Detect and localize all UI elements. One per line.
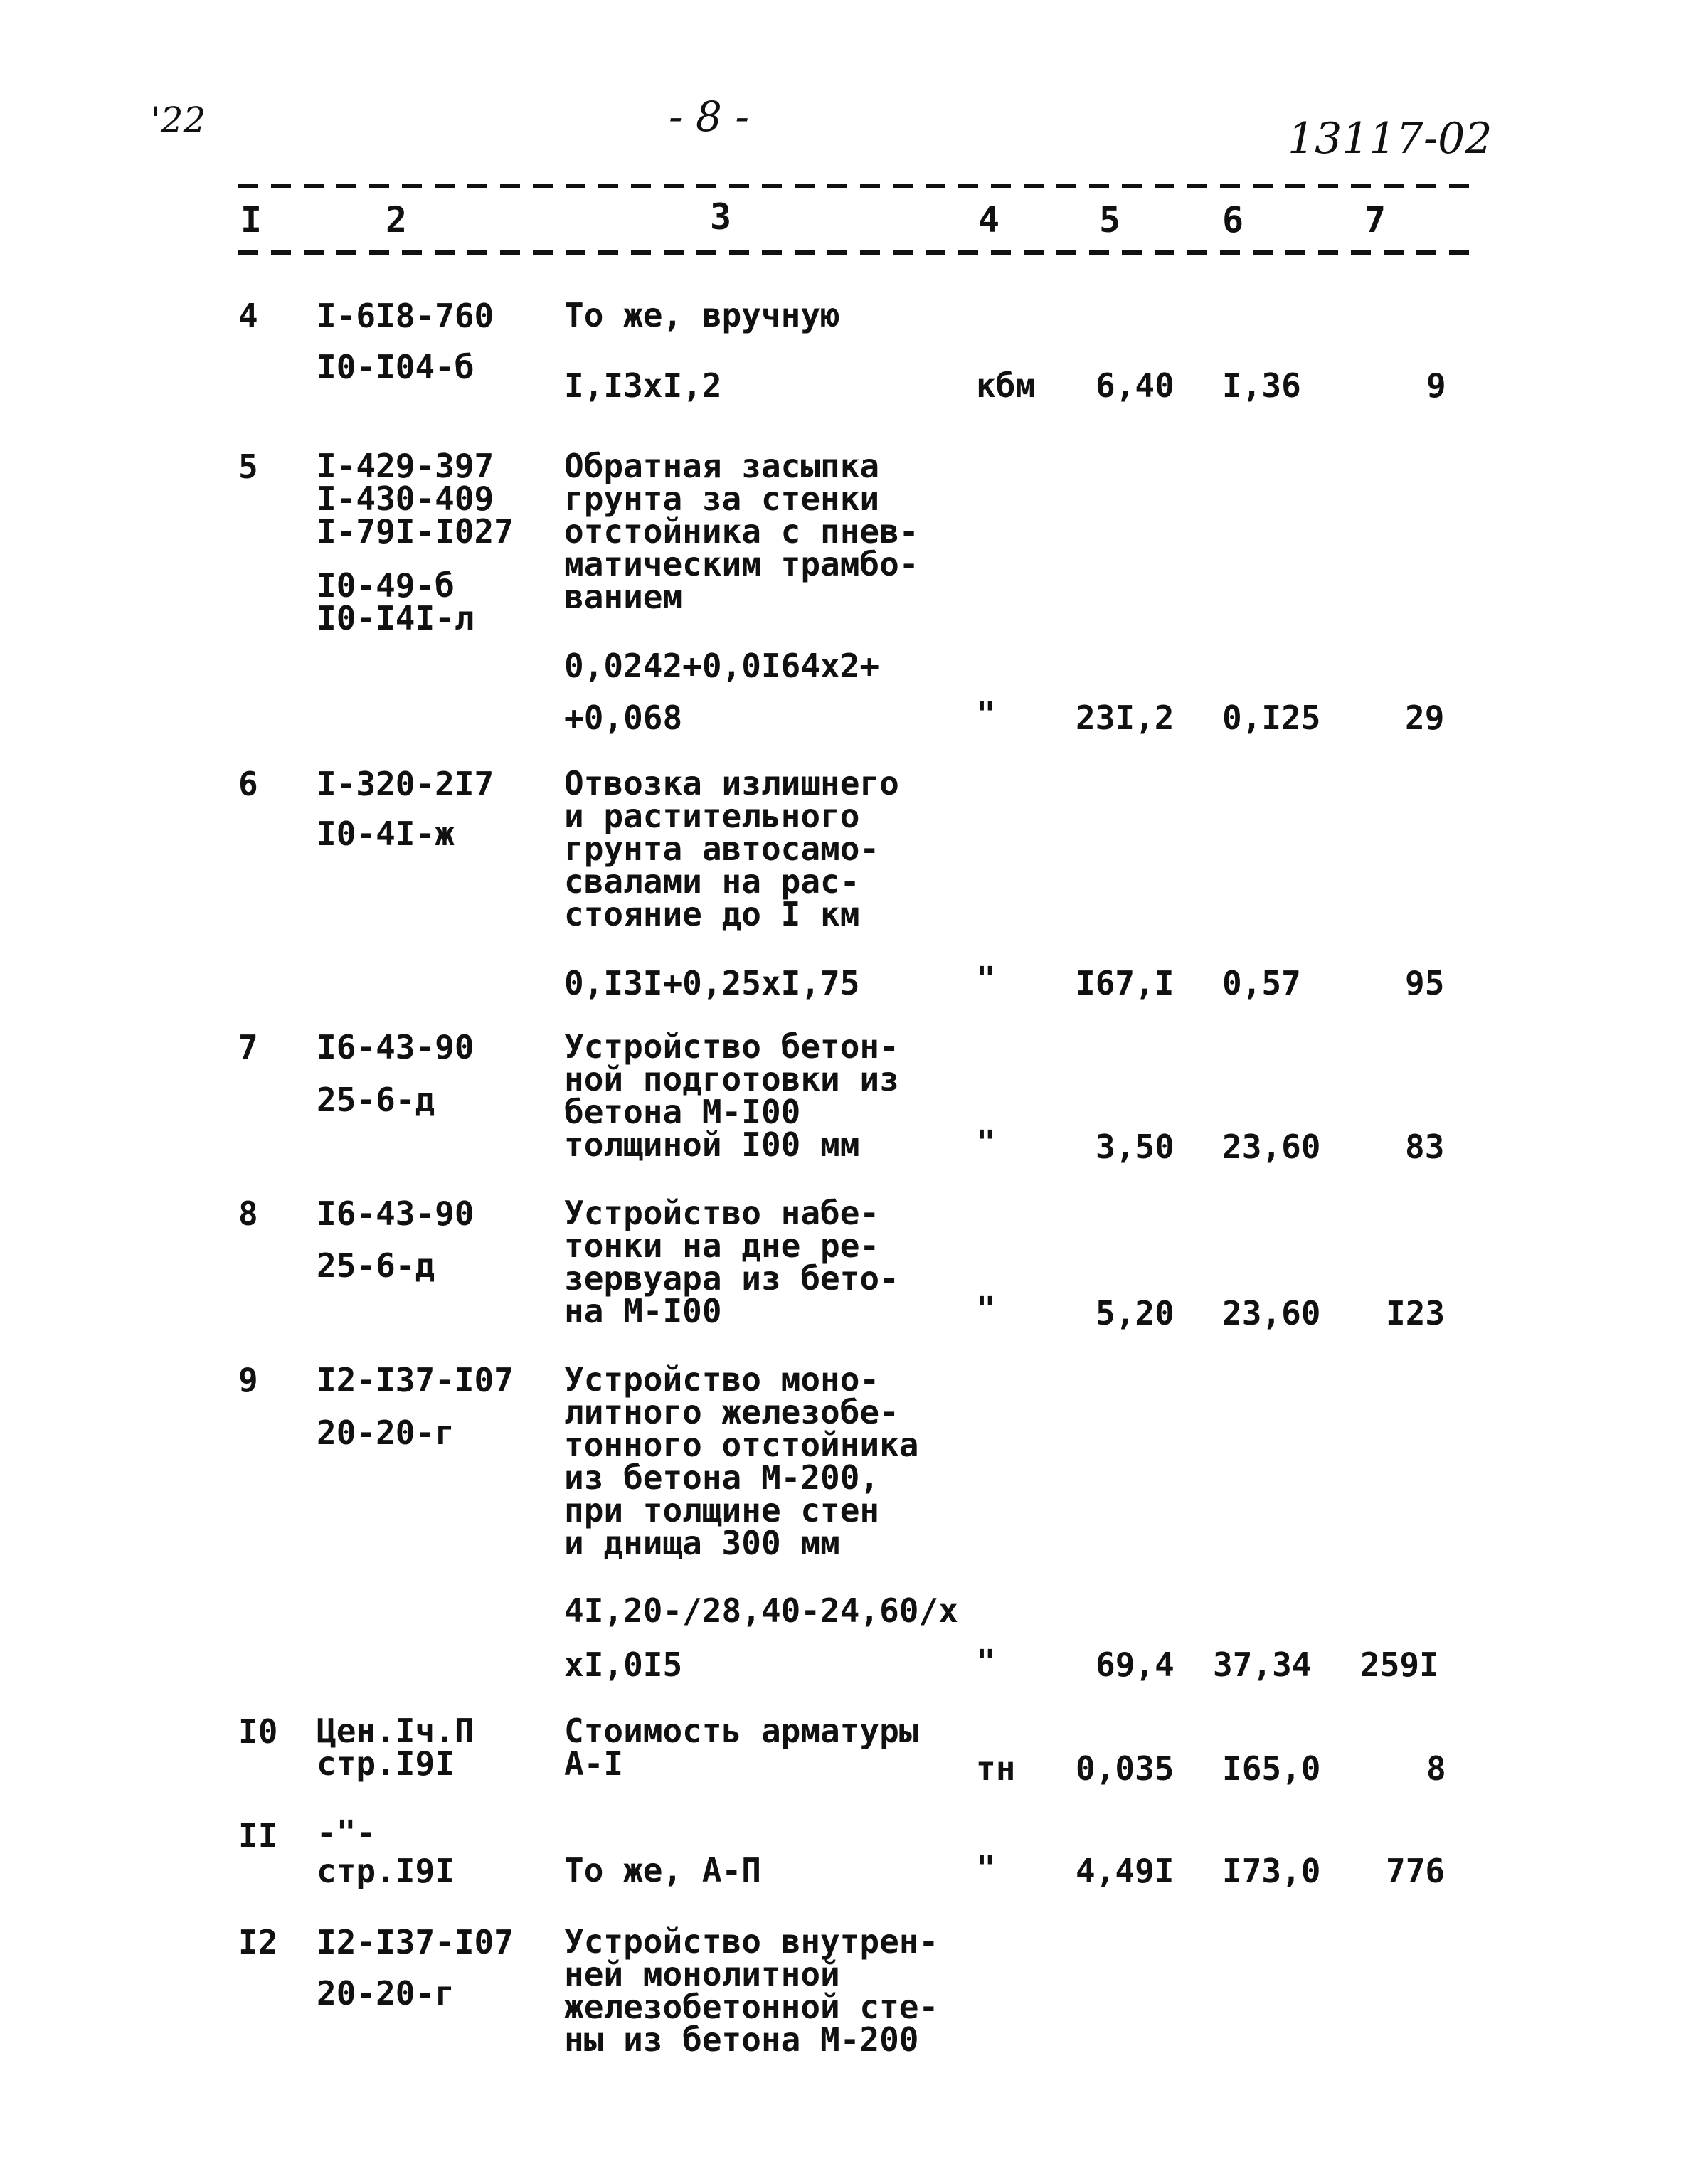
header-col-7: 7 — [1364, 199, 1386, 240]
price-code: I0-I04-б — [317, 348, 474, 386]
row-number: I2 — [238, 1923, 278, 1961]
price-code: 25-6-д — [317, 1246, 435, 1285]
total-cost: 259I — [1360, 1645, 1439, 1684]
work-description: Устройство моно- литного железобе- тонного отстойника из бетона М-200, при толщине стен и днища 300 мм — [564, 1360, 919, 1562]
unit-price: 0,I25 — [1222, 699, 1321, 737]
total-cost: 776 — [1386, 1852, 1446, 1890]
price-code: 25-6-д — [317, 1081, 435, 1119]
header-col-6: 6 — [1222, 199, 1244, 240]
row-number: 8 — [238, 1194, 258, 1233]
unit: " — [976, 1290, 996, 1328]
header-col-3: 3 — [710, 196, 732, 238]
quantity: 23I,2 — [1076, 699, 1174, 737]
price-code: I0-49-б — [317, 566, 455, 605]
unit-price: 0,57 — [1222, 964, 1301, 1002]
work-description: Устройство бетон- ной подготовки из бетона М-I00 толщиной I00 мм — [564, 1027, 899, 1164]
unit: " — [976, 1849, 996, 1887]
unit: тн — [976, 1749, 1016, 1788]
work-description: То же, А-П — [564, 1851, 761, 1889]
unit-price: 23,60 — [1222, 1128, 1321, 1166]
unit: кбм — [976, 366, 1036, 405]
header-col-1: I — [240, 199, 263, 240]
quantity: 6,40 — [1096, 366, 1174, 405]
total-cost: 83 — [1405, 1128, 1445, 1166]
norm-code: -"- — [317, 1813, 376, 1852]
unit: " — [976, 1123, 996, 1162]
total-cost: I23 — [1386, 1294, 1446, 1332]
norm-code: I6-43-90 — [317, 1028, 474, 1066]
corner-mark: '22 — [151, 100, 206, 141]
total-cost: 8 — [1426, 1749, 1446, 1788]
unit-price: 23,60 — [1222, 1294, 1321, 1332]
unit-price: I73,0 — [1222, 1852, 1321, 1890]
row-number: I0 — [238, 1712, 278, 1751]
header-col-4: 4 — [978, 199, 1000, 240]
unit-price: I,36 — [1222, 366, 1301, 405]
work-description: Обратная засыпка грунта за стенки отстойника с пнев- матическим трамбо- ванием — [564, 447, 919, 616]
price-code: стр.I9I — [317, 1852, 455, 1890]
volume-formula: 4I,20-/28,40-24,60/x — [564, 1591, 958, 1630]
work-description: То же, вручную — [564, 296, 840, 334]
volume-formula: I,I3xI,2 — [564, 366, 722, 405]
work-description: Стоимость арматуры А-I — [564, 1712, 919, 1783]
norm-code: I2-I37-I07 — [317, 1923, 514, 1961]
norm-code: Цен.Iч.П — [317, 1712, 474, 1750]
price-code: I0-4I-ж — [317, 815, 455, 853]
norm-code: I-429-397 — [317, 447, 494, 485]
price-code: 20-20-г — [317, 1414, 455, 1452]
norm-code: I-79I-I027 — [317, 512, 514, 551]
quantity: I67,I — [1076, 964, 1174, 1002]
unit: " — [976, 960, 996, 998]
norm-code: I2-I37-I07 — [317, 1361, 514, 1399]
work-description: Устройство внутрен- ней монолитной железобетонной сте- ны из бетона М-200 — [564, 1922, 939, 2059]
header-col-5: 5 — [1099, 199, 1121, 240]
quantity: 69,4 — [1096, 1645, 1174, 1684]
unit-price: 37,34 — [1213, 1645, 1312, 1684]
header-rule-bottom — [238, 250, 1480, 255]
price-code: стр.I9I — [317, 1744, 455, 1783]
quantity: 3,50 — [1096, 1128, 1174, 1166]
total-cost: 9 — [1426, 366, 1446, 405]
total-cost: 29 — [1405, 699, 1445, 737]
row-number: 7 — [238, 1028, 258, 1066]
header-col-2: 2 — [386, 199, 408, 240]
row-number: 4 — [238, 297, 258, 335]
quantity: 5,20 — [1096, 1294, 1174, 1332]
norm-code: I-6I8-760 — [317, 297, 494, 335]
unit-price: I65,0 — [1222, 1749, 1321, 1788]
row-number: 6 — [238, 765, 258, 803]
row-number: 5 — [238, 447, 258, 486]
price-code: 20-20-г — [317, 1974, 455, 2013]
volume-formula: +0,068 — [564, 699, 683, 737]
work-description: Устройство набе- тонки на дне ре- зервуара из бето- на М-I00 — [564, 1194, 899, 1330]
unit: " — [976, 695, 996, 733]
document-code: 13117-02 — [1288, 114, 1492, 164]
volume-formula: 0,I3I+0,25xI,75 — [564, 964, 860, 1002]
volume-formula: 0,0242+0,0I64x2+ — [564, 647, 880, 685]
header-rule-top — [238, 184, 1480, 188]
norm-code: I-320-2I7 — [317, 765, 494, 803]
total-cost: 95 — [1405, 964, 1445, 1002]
page-number: - 8 - — [669, 92, 749, 141]
norm-code: I6-43-90 — [317, 1194, 474, 1233]
quantity: 0,035 — [1076, 1749, 1174, 1788]
row-number: II — [238, 1816, 278, 1855]
work-description: Отвозка излишнего и растительного грунта автосамо- свалами на рас- стояние до I км — [564, 764, 899, 933]
price-code: I0-I4I-л — [317, 599, 474, 637]
norm-code: I-430-409 — [317, 479, 494, 518]
unit: " — [976, 1643, 996, 1681]
row-number: 9 — [238, 1361, 258, 1399]
volume-formula: xI,0I5 — [564, 1645, 683, 1684]
quantity: 4,49I — [1076, 1852, 1174, 1890]
